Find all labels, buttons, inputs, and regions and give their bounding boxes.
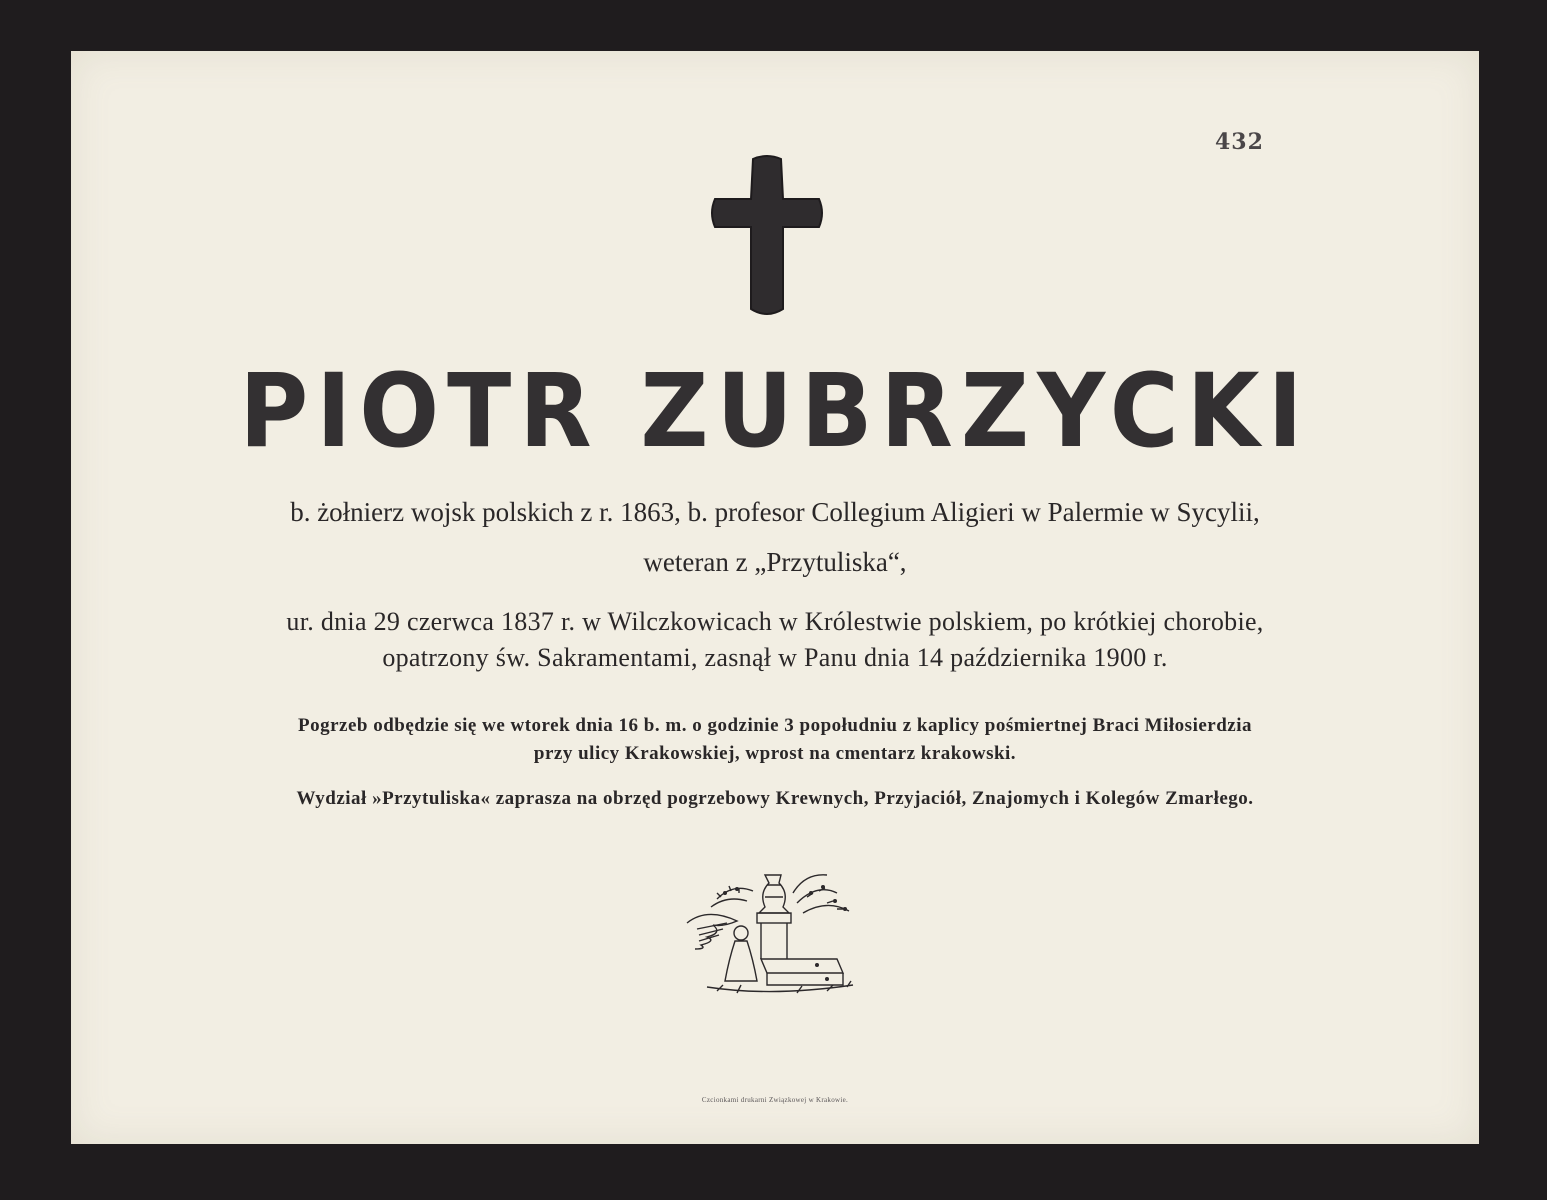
biography-line-2: opatrzony św. Sakramentami, zasnął w Panu dnia 14 października 1900 r. [382, 643, 1168, 672]
funeral-line-1: Pogrzeb odbędzie się we wtorek dnia 16 b. m. o godzinie 3 popołudniu z kaplicy pośmiertnej Braci Miłosierdzia [298, 715, 1252, 736]
mourning-angel-urn-vignette-icon [677, 863, 867, 1003]
latin-cross-icon [707, 153, 827, 321]
biography-line-1: ur. dnia 29 czerwca 1837 r. w Wilczkowicach w Królestwie polskiem, po krótkiej chorobie, [286, 607, 1264, 636]
titles-line-2: weteran z „Przytuliska“, [643, 547, 907, 577]
printer-imprint: Czcionkami drukarni Związkowej w Krakowie. [701, 1096, 849, 1104]
page-number: 432 [1215, 129, 1264, 155]
invitation-line: Wydział »Przytuliska« zaprasza na obrzęd pogrzebowy Krewnych, Przyjaciół, Znajomych i Kolegów Zmarłego. [296, 788, 1254, 809]
obituary-sheet [71, 51, 1479, 1144]
deceased-name: PIOTR ZUBRZYCKI [239, 353, 1311, 471]
funeral-line-2: przy ulicy Krakowskiej, wprost na cmentarz krakowski. [533, 743, 1017, 764]
titles-line-1: b. żołnierz wojsk polskich z r. 1863, b. profesor Collegium Aligieri w Palermie w Sycylii, [290, 497, 1260, 527]
